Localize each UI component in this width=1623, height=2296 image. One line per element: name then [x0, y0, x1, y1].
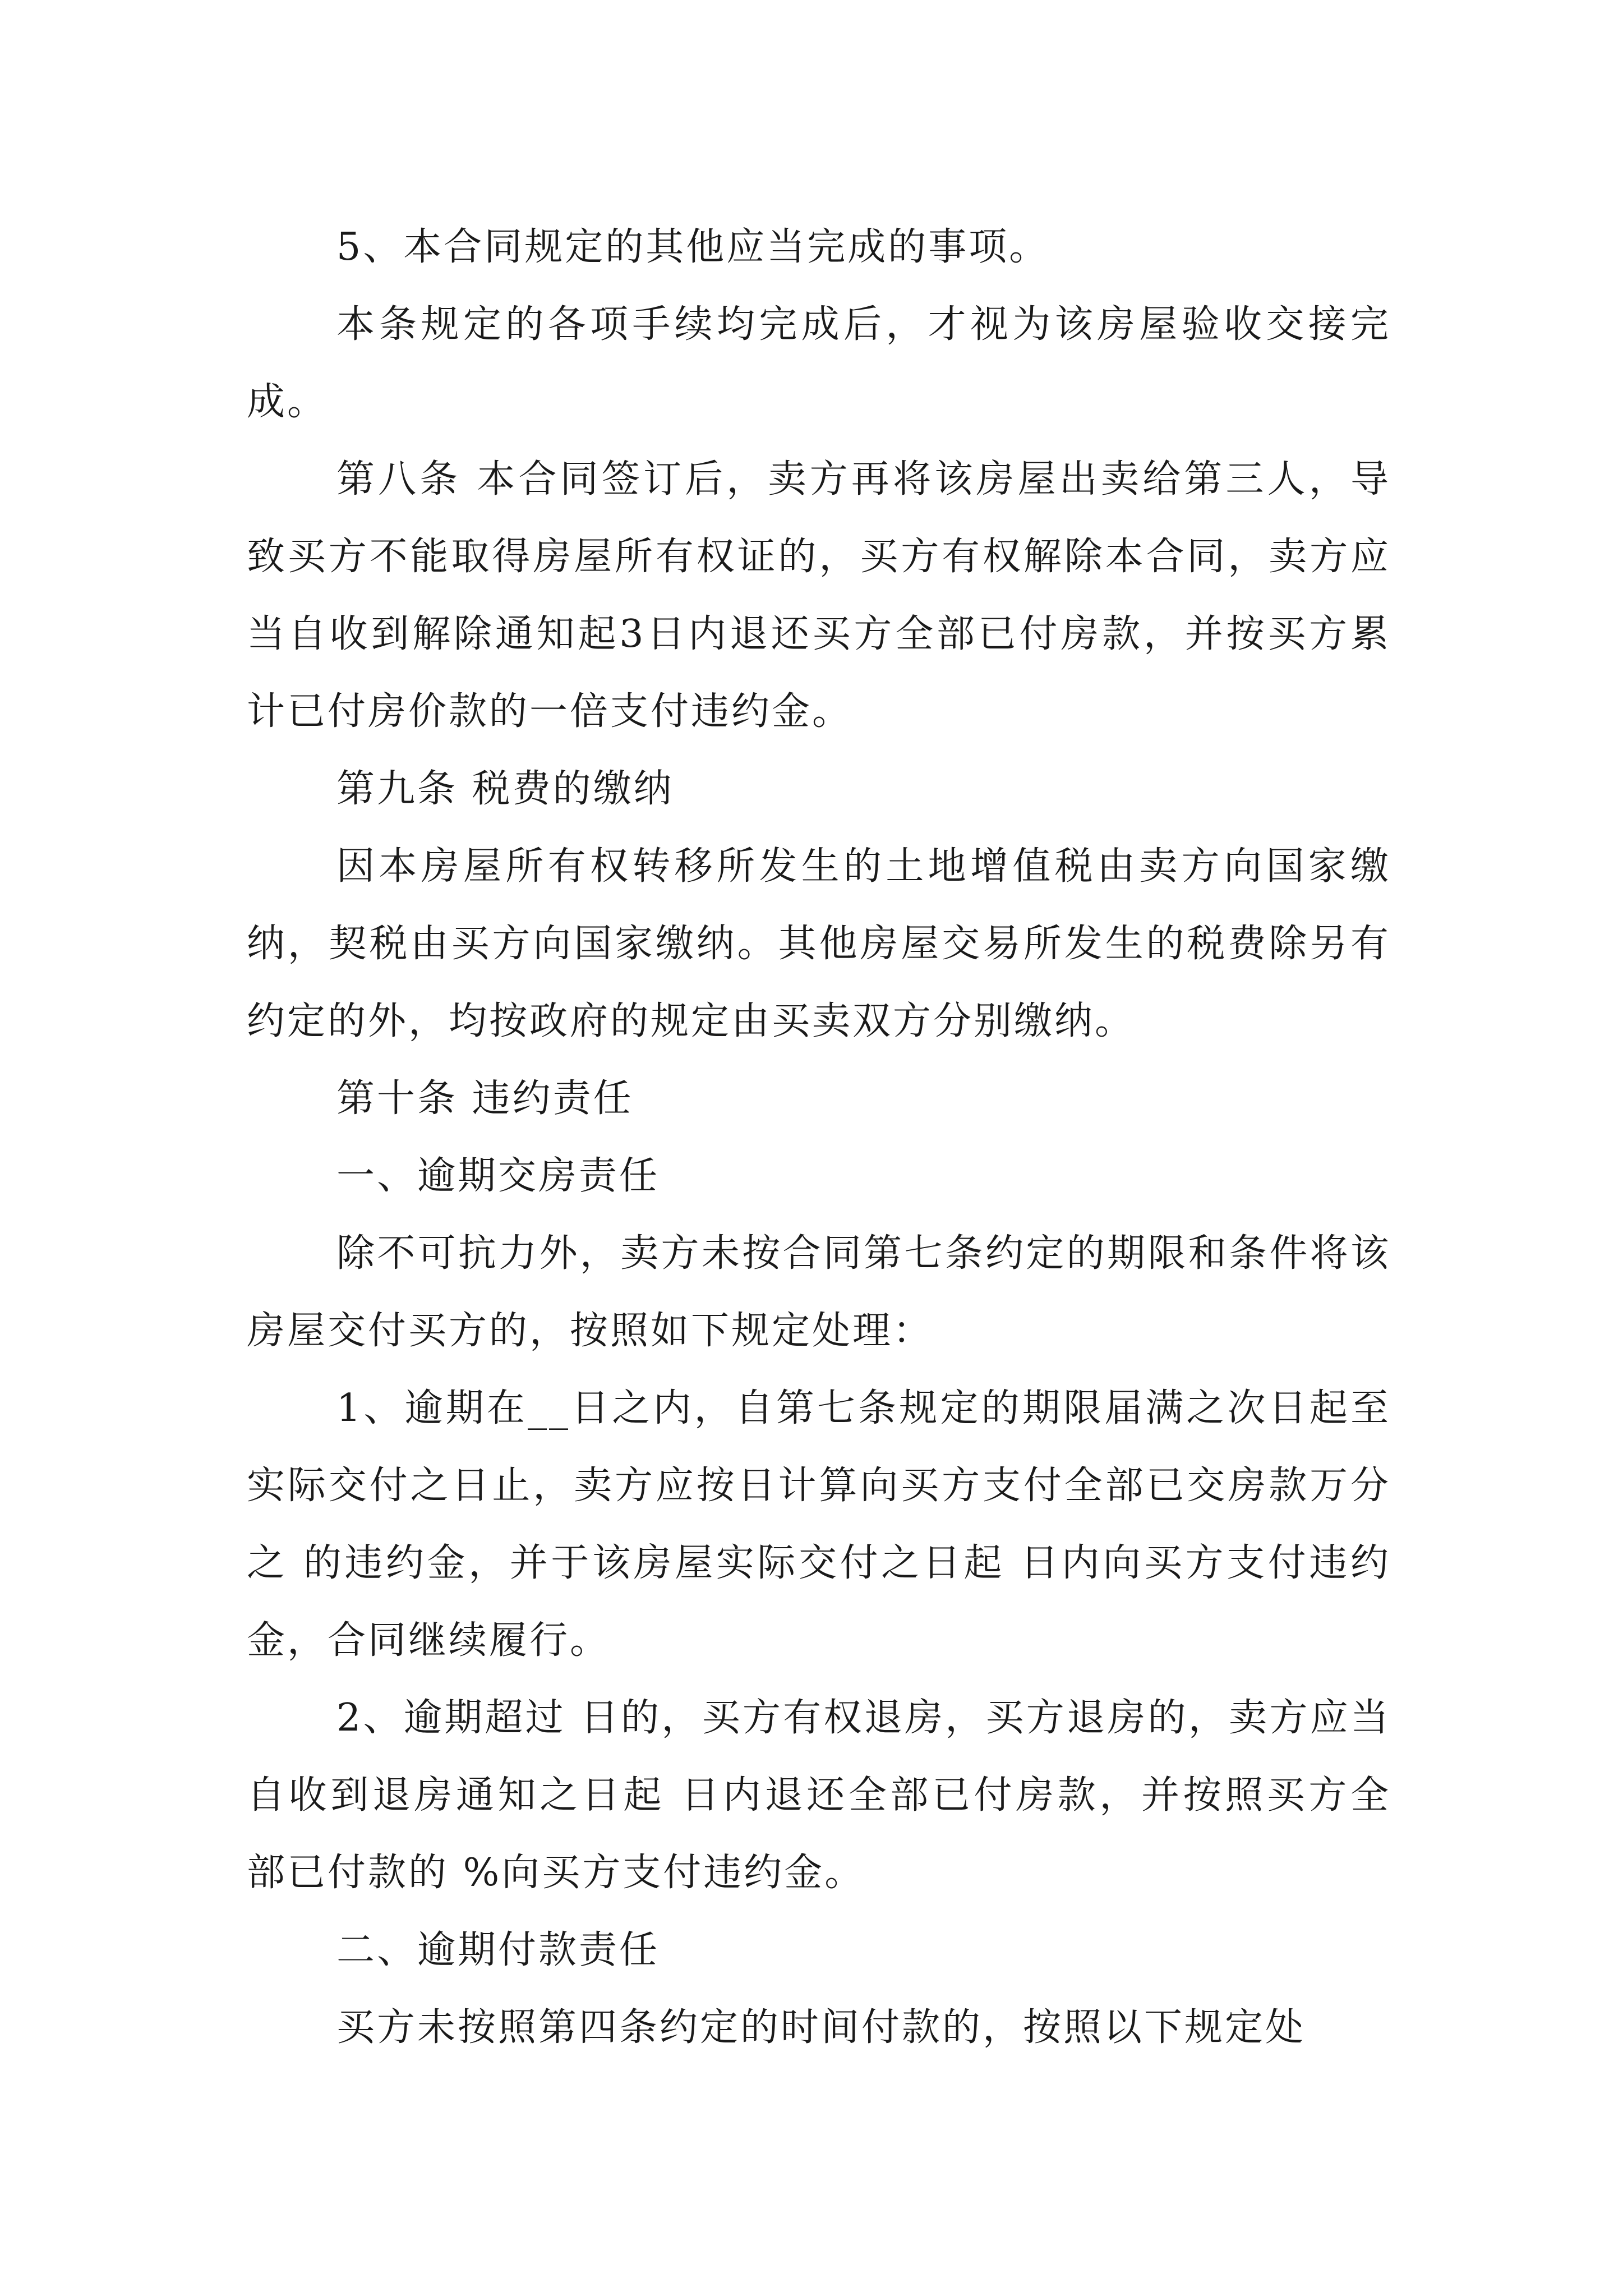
paragraph-acceptance-complete: 本条规定的各项手续均完成后，才视为该房屋验收交接完成。 — [247, 302, 1391, 424]
paragraph-item-5: 5、本合同规定的其他应当完成的事项。 — [336, 225, 1050, 269]
paragraph-article-8: 第八条 本合同签订后，卖方再将该房屋出卖给第三人，导致买方不能取得房屋所有权证的，买方有权解除本合同，卖方应当自收到解除通知起3日内退还买方全部已付房款，并按买方累计已付房价款的一倍支付违约金。 — [247, 457, 1391, 734]
heading-late-delivery: 一、逾期交房责任 — [336, 1154, 660, 1198]
paragraph-late-payment-rule: 买方未按照第四条约定的时间付款的，按照以下规定处 — [336, 2005, 1306, 2050]
heading-late-payment: 二、逾期付款责任 — [336, 1928, 660, 1972]
paragraph-late-delivery-rule: 除不可抗力外，卖方未按合同第七条约定的期限和条件将该房屋交付买方的，按照如下规定处理： — [247, 1231, 1391, 1353]
paragraph-tax-payment: 因本房屋所有权转移所发生的土地增值税由卖方向国家缴纳，契税由买方向国家缴纳。其他房屋交易所发生的税费除另有约定的外，均按政府的规定由买卖双方分别缴纳。 — [247, 844, 1391, 1043]
paragraph-late-delivery-item-1: 1、逾期在__日之内，自第七条规定的期限届满之次日起至实际交付之日止，卖方应按日计算向买方支付全部已交房款万分之 的违约金，并于该房屋实际交付之日起 日内向买方支付违约金，合同继续履行。 — [247, 1386, 1391, 1663]
document-body — [247, 209, 1391, 2067]
paragraph-late-delivery-item-2: 2、逾期超过 日的，买方有权退房，买方退房的，卖方应当自收到退房通知之日起 日内退还全部已付房款，并按照买方全部已付款的 %向买方支付违约金。 — [247, 1696, 1391, 1895]
heading-article-9: 第九条 税费的缴纳 — [336, 767, 674, 811]
heading-article-10: 第十条 违约责任 — [336, 1076, 634, 1121]
